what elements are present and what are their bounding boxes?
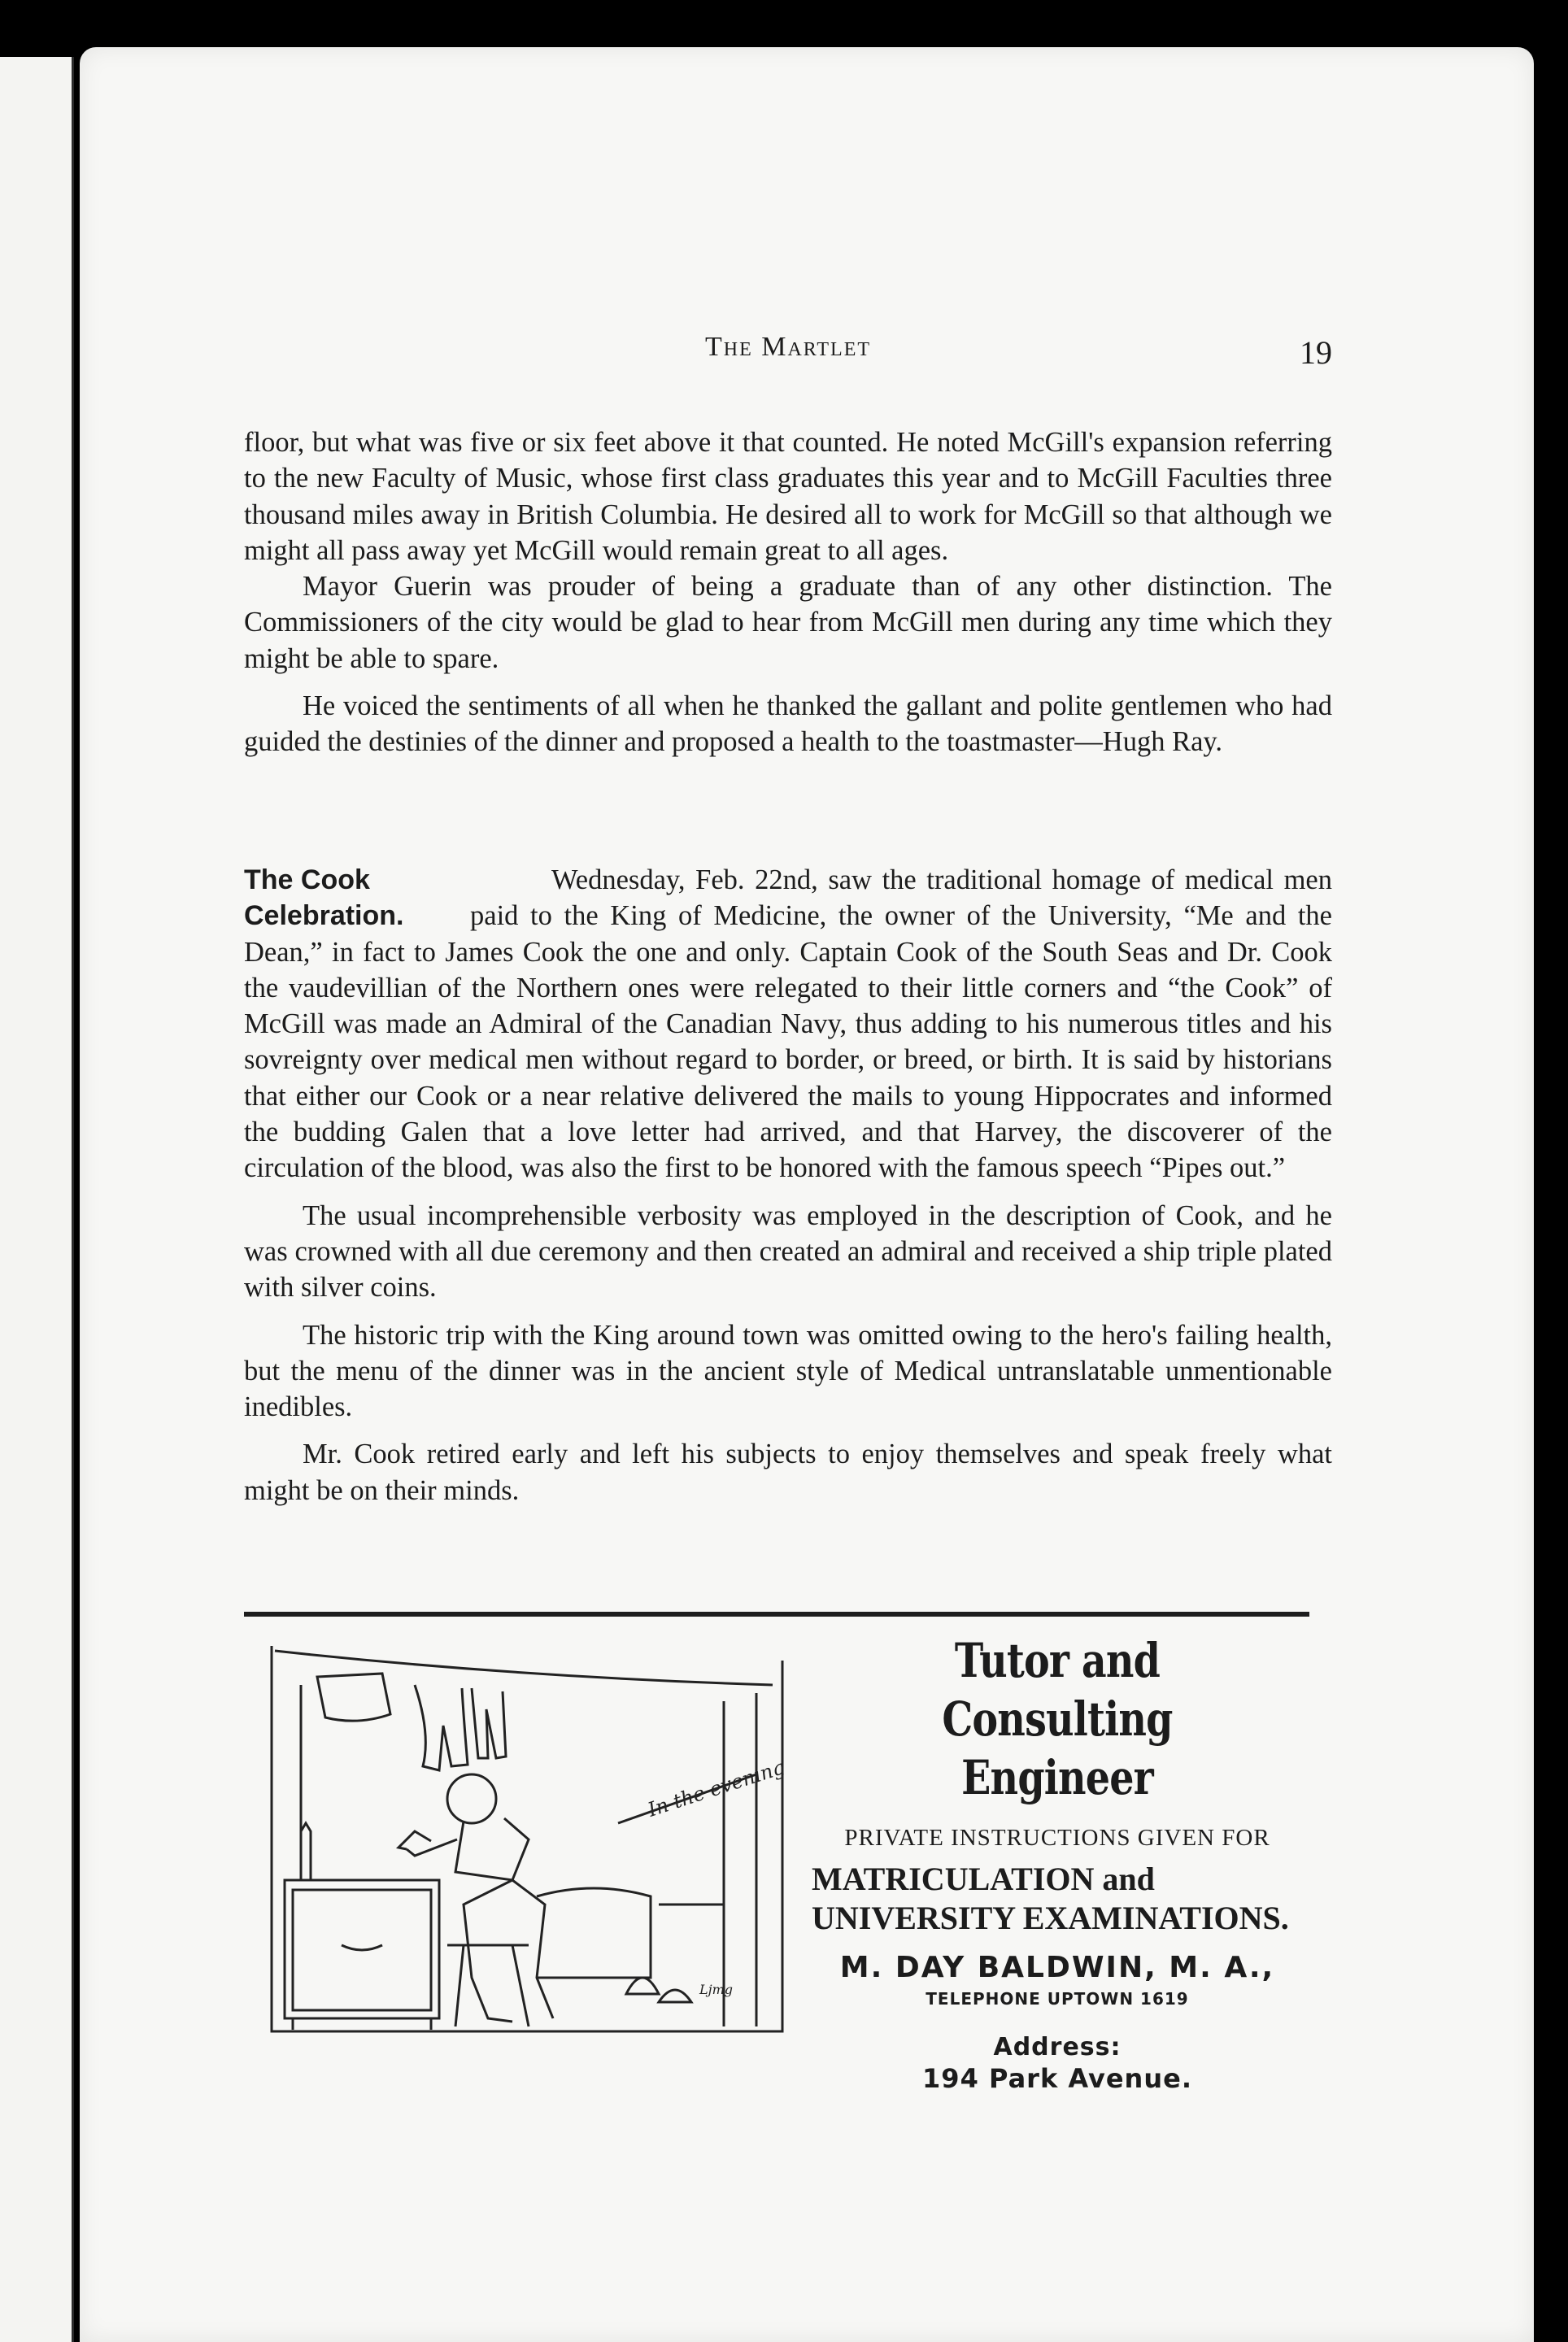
section-heading-line-1: The Cook (244, 864, 370, 895)
section-heading (244, 862, 470, 934)
cartoon-illustration (268, 1636, 789, 2035)
paragraph-mcgill-expansion: floor, but what was five or six feet above it that counted. He noted McGill's expansion referring to the new Faculty of Music, whose first class graduates this year and to McGill Faculties three thousand miles away in British Columbia. He desired all to work for McGill so that although we might all pass away yet McGill would remain great to all ages. (244, 427, 1332, 566)
tutor-advertisement (797, 1626, 1318, 2094)
ad-exams-line-2: UNIVERSITY EXAMINATIONS. (812, 1900, 1289, 1936)
ad-address: 194 Park Avenue. (922, 2063, 1192, 2094)
ad-address-label: Address: (993, 2033, 1122, 2061)
section-heading-line-2: Celebration. (244, 900, 404, 931)
ad-subtitle: PRIVATE INSTRUCTIONS GIVEN FOR (844, 1825, 1270, 1851)
ad-telephone: TELEPHONE UPTOWN 1619 (926, 1989, 1189, 2009)
paragraph-toastmaster: He voiced the sentiments of all when he thanked the gallant and polite gentlemen who had guided the destinies of the dinner and proposed a health to the toastmaster—Hugh Ray. (244, 690, 1332, 758)
cartoon-signature: Ljmg (699, 1982, 733, 1997)
running-head (244, 332, 1332, 371)
paragraph-cook-crowned: The usual incomprehensible verbosity was employed in the description of Cook, and he was crowned with all due ceremony and then created an admiral and received a ship triple plated with silver coins. (244, 1199, 1332, 1304)
article-intro (244, 424, 1332, 760)
journal-title: The Martlet (704, 332, 872, 362)
cartoon-caption: In the evening (645, 1755, 788, 1822)
ad-title-line-2: Engineer (961, 1750, 1153, 1805)
paragraph-historic-trip: The historic trip with the King around town was omitted owing to the hero's failing health, but the menu of the dinner was in the ancient style of Medical untranslatable unmentionable inedibles. (244, 1319, 1332, 1423)
section-divider (244, 1612, 1309, 1617)
ad-exams-line-1: MATRICULATION and (812, 1861, 1155, 1897)
ad-title-line-1: Tutor and Consulting (942, 1633, 1173, 1747)
page-number: 19 (1300, 334, 1332, 371)
ad-tutor-name: M. DAY BALDWIN, M. A., (839, 1951, 1275, 1984)
paragraph-mayor-guerin: Mayor Guerin was prouder of being a graduate than of any other distinction. The Commissioners of the city would be glad to hear from McGill men during any time which they might be able to spare. (244, 571, 1332, 674)
facing-page-edge (0, 57, 74, 2342)
paragraph-cook-homage: Wednesday, Feb. 22nd, saw the traditional homage of medical men paid to the King of Medicine, the owner of the University, “Me and the Dean,” in fact to James Cook the one and only. Captain Cook of the South Seas and Dr. Cook the vaudevillian of the Northern ones were relegated to their little corners and “the Cook” of McGill was made an Admiral of the Canadian Navy, thus adding to his numerous titles and his sovreignty over medical men without regard to border, or breed, or birth. It is said by historians that either our Cook or a near relative delivered the mails to young Hippocrates and informed the budding Galen that a love letter had arrived, and that Harvey, the discoverer of the circulation of the blood, was also the first to be honored with the famous speech “Pipes out.” (244, 864, 1332, 1184)
paragraph-cook-retired: Mr. Cook retired early and left his subjects to enjoy themselves and speak freely what might be on their minds. (244, 1439, 1332, 1506)
article-cook-celebration (244, 862, 1332, 1508)
